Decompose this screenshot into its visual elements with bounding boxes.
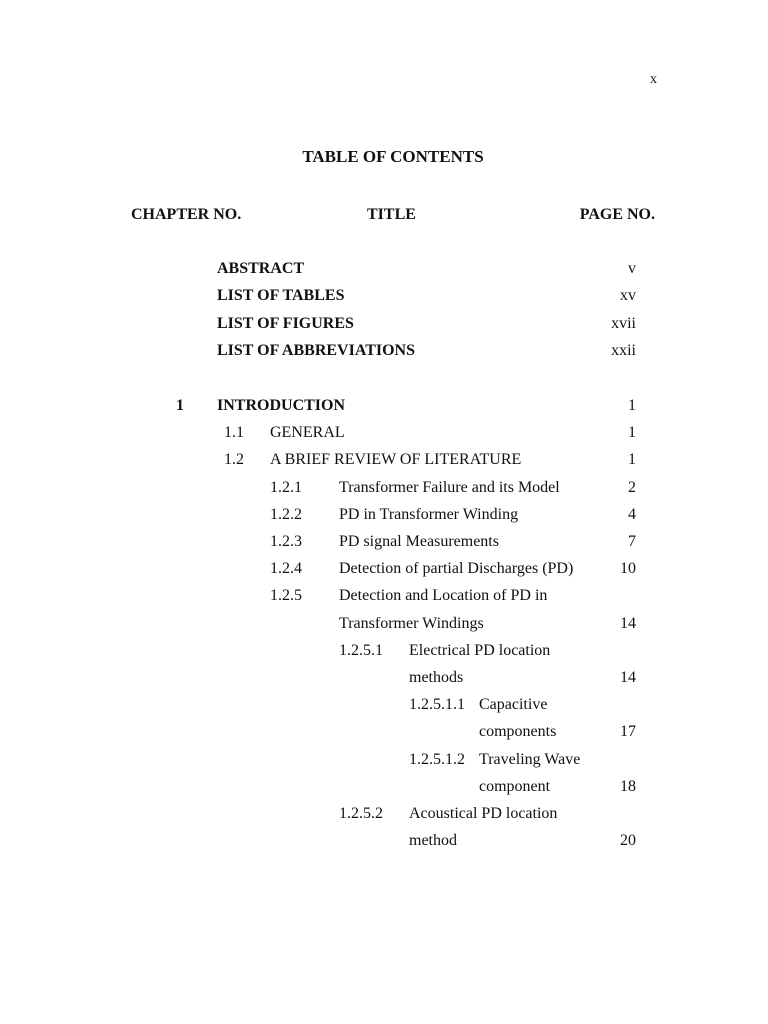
toc-entry-title: Electrical PD location <box>409 642 551 659</box>
header-title: TITLE <box>367 206 416 223</box>
toc-entry-title: Transformer Failure and its Model <box>339 479 560 496</box>
toc-entry-page: v <box>628 260 636 277</box>
toc-entry-title: GENERAL <box>270 424 345 441</box>
header-chapter-no: CHAPTER NO. <box>131 206 242 223</box>
toc-entry-page: xv <box>620 287 636 304</box>
toc-entry-title: ABSTRACT <box>217 260 305 277</box>
toc-entry-number: 1.2.5.1.2 <box>409 751 465 768</box>
toc-entry-title: component <box>479 778 551 795</box>
toc-entry-title: Acoustical PD location <box>409 805 558 822</box>
toc-entry-number: 1 <box>176 397 184 414</box>
toc-entry-title: LIST OF ABBREVIATIONS <box>217 342 415 359</box>
toc-entry-title: A BRIEF REVIEW OF LITERATURE <box>270 451 522 468</box>
toc-entry-page: 1 <box>628 424 636 441</box>
toc-entry-number: 1.2.1 <box>270 479 302 496</box>
toc-entry-title: LIST OF FIGURES <box>217 315 354 332</box>
toc-entry-number: 1.2.5.1 <box>339 642 383 659</box>
toc-entry-title: Transformer Windings <box>339 615 484 632</box>
toc-entry-title: Traveling Wave <box>479 751 581 768</box>
toc-entry-page: xxii <box>611 342 636 359</box>
toc-entry-number: 1.2.2 <box>270 506 302 523</box>
toc-entry-page: 1 <box>628 451 636 468</box>
toc-entry-page: 7 <box>628 533 636 550</box>
toc-entry-title: method <box>409 832 457 849</box>
toc-entry-title: PD in Transformer Winding <box>339 506 519 523</box>
toc-entry-number: 1.2 <box>224 451 244 468</box>
document-title: TABLE OF CONTENTS <box>302 147 484 166</box>
toc-entry-title: INTRODUCTION <box>217 397 346 414</box>
toc-entry-number: 1.2.4 <box>270 560 302 577</box>
toc-entry-title: LIST OF TABLES <box>217 287 345 304</box>
toc-entry-title: components <box>479 723 557 740</box>
toc-entry-page: 4 <box>628 506 636 523</box>
toc-entry-page: xvii <box>611 315 636 332</box>
toc-entry-page: 20 <box>620 832 636 849</box>
toc-entry-title: Capacitive <box>479 696 548 713</box>
toc-entry-page: 17 <box>620 723 636 740</box>
toc-entry-title: Detection of partial Discharges (PD) <box>339 560 574 577</box>
toc-entry-number: 1.2.5.1.1 <box>409 696 465 713</box>
toc-entry-number: 1.2.5 <box>270 587 302 604</box>
toc-entry-number: 1.2.5.2 <box>339 805 383 822</box>
toc-entry-number: 1.2.3 <box>270 533 302 550</box>
toc-entry-page: 14 <box>620 669 636 686</box>
toc-entry-title: methods <box>409 669 464 686</box>
toc-entry-number: 1.1 <box>224 424 244 441</box>
toc-entry-page: 2 <box>628 479 636 496</box>
header-page-no: PAGE NO. <box>579 206 655 223</box>
toc-entry-page: 1 <box>628 397 636 414</box>
toc-entry-page: 14 <box>620 615 636 632</box>
page-number: x <box>650 72 657 87</box>
toc-entry-title: PD signal Measurements <box>339 533 499 550</box>
toc-entry-title: Detection and Location of PD in <box>339 587 548 604</box>
toc-entry-page: 10 <box>620 560 636 577</box>
toc-entry-page: 18 <box>620 778 636 795</box>
